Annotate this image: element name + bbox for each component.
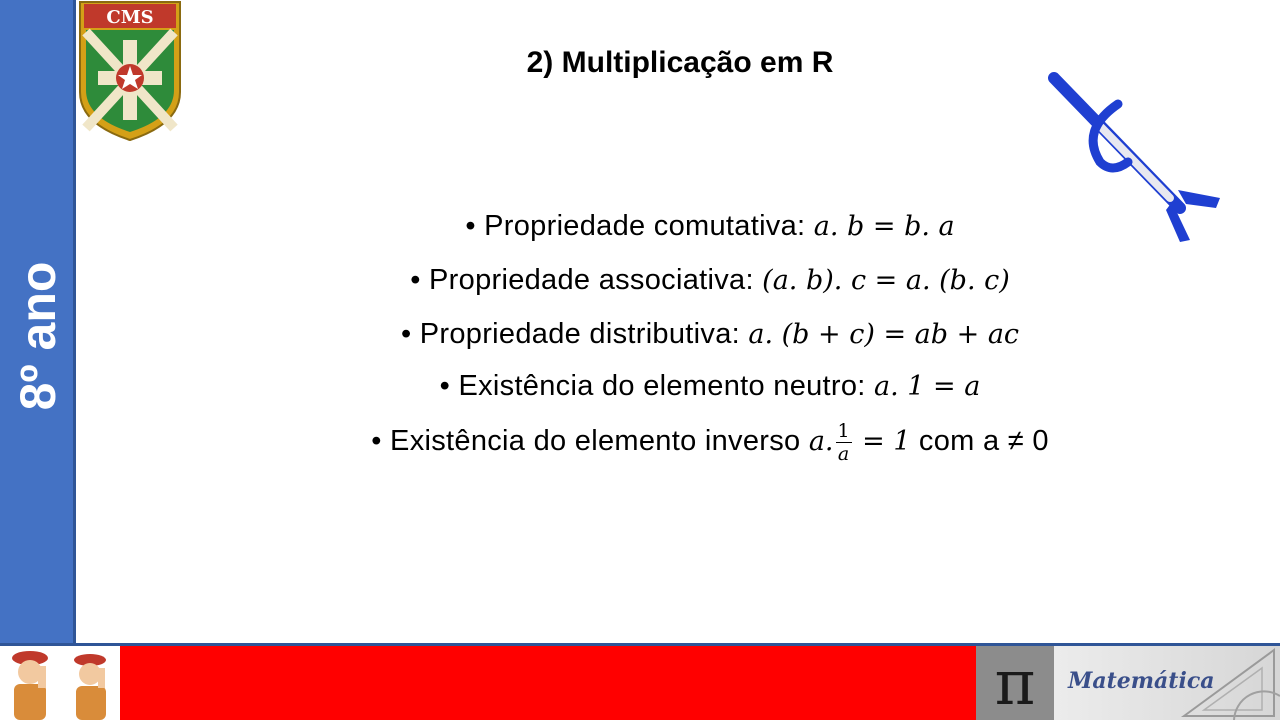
property-condition: com a ≠ 0 bbox=[910, 425, 1049, 458]
property-inverse-element bbox=[200, 420, 1220, 465]
subject-label: Matemática bbox=[1068, 668, 1215, 694]
property-label: • Propriedade comutativa: bbox=[465, 210, 814, 242]
fraction-numerator: 1 bbox=[837, 420, 850, 442]
property-commutative bbox=[200, 210, 1220, 243]
crest-text: CMS bbox=[106, 7, 154, 28]
pi-icon: π bbox=[994, 646, 1036, 719]
property-associative bbox=[200, 264, 1220, 297]
property-distributive bbox=[200, 318, 1220, 351]
pi-box bbox=[976, 646, 1054, 720]
properties-list bbox=[200, 0, 1220, 720]
footer-bar bbox=[0, 643, 1280, 720]
property-formula: 𝑎. (𝑏 + 𝑐) = 𝑎𝑏 + 𝑎𝑐 bbox=[748, 319, 1020, 350]
subject-box bbox=[1054, 646, 1280, 720]
property-label: • Existência do elemento inverso bbox=[371, 425, 809, 458]
school-crest-logo bbox=[76, 0, 184, 142]
fraction bbox=[836, 420, 852, 465]
property-formula: 𝑎. 1 = 𝑎 bbox=[874, 371, 981, 402]
property-formula: 𝑎. 𝑏 = 𝑏. 𝑎 bbox=[813, 211, 955, 242]
property-label: • Propriedade associativa: bbox=[410, 264, 763, 296]
cadets-saluting-illustration bbox=[0, 646, 120, 720]
property-formula: (𝑎. 𝑏). 𝑐 = 𝑎. (𝑏. 𝑐) bbox=[762, 265, 1010, 296]
fraction-denominator: 𝑎 bbox=[837, 443, 850, 465]
property-neutral-element bbox=[200, 370, 1220, 403]
property-formula-part: 𝑎. bbox=[808, 426, 834, 458]
property-label: • Propriedade distributiva: bbox=[400, 318, 749, 350]
sidebar bbox=[0, 0, 76, 643]
footer-red-band bbox=[120, 646, 976, 720]
grade-label: 8º ano bbox=[10, 261, 66, 411]
property-formula-part: = 1 bbox=[853, 426, 911, 458]
property-label: • Existência do elemento neutro: bbox=[439, 370, 875, 402]
page-title: 2) Multiplicação em R bbox=[526, 46, 834, 79]
